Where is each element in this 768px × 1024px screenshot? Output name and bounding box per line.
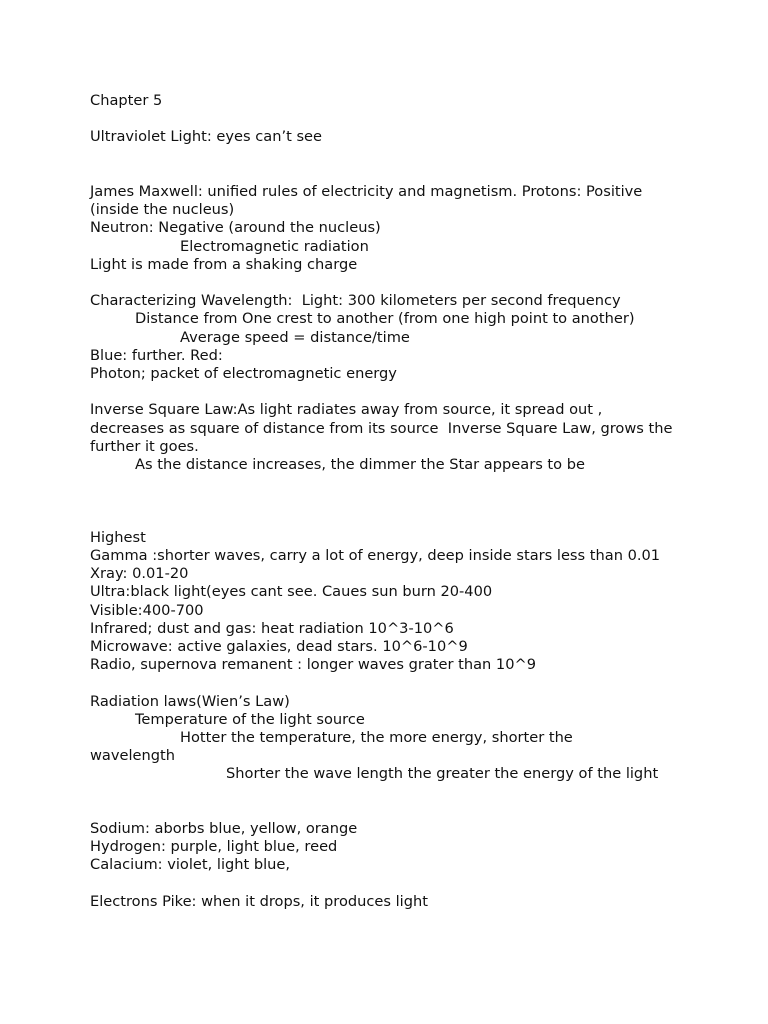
blank-line [90,802,680,820]
blank-line [90,784,680,802]
distance-crest-line: Distance from One crest to another (from one high point to another) [135,310,635,328]
document-body [90,92,680,911]
blank-line [90,383,680,401]
blank-line [90,165,680,183]
radio-line: Radio, supernova remanent : longer waves grater than 10^9 [90,656,537,674]
hydrogen-line: Hydrogen: purple, light blue, reed [90,838,338,856]
photon-line: Photon; packet of electromagnetic energy [90,364,397,382]
electrons-line: Electrons Pike: when it drops, it produces light [90,892,428,910]
blank-line [90,474,680,492]
shaking-charge-line: Light is made from a shaking charge [90,255,358,273]
ultraviolet-line: Ultraviolet Light: eyes can’t see [90,128,323,146]
calacium-line: Calacium: violet, light blue, [90,856,291,874]
ultra-line: Ultra:black light(eyes cant see. Caues sun burn 20-400 [90,583,493,601]
blank-line [90,492,680,510]
distance-dimmer-line: As the distance increases, the dimmer the Star appears to be [135,455,585,473]
hotter-line: Hotter the temperature, the more energy, shorter the [180,728,573,746]
infrared-line: Infrared; dust and gas: heat radiation 10^3-10^6 [90,619,454,637]
maxwell-line: James Maxwell: unified rules of electricity and magnetism. Protons: Positive (inside the nucleus) [90,182,647,219]
blank-line [90,875,680,893]
average-speed-line: Average speed = distance/time [180,328,410,346]
radiation-laws-line: Radiation laws(Wien’s Law) [90,692,290,710]
blank-line [90,674,680,692]
gamma-line: Gamma :shorter waves, carry a lot of energy, deep inside stars less than 0.01 [90,546,661,564]
sodium-line: Sodium: aborbs blue, yellow, orange [90,819,358,837]
wavelength-line: wavelength [90,747,176,765]
neutron-line: Neutron: Negative (around the nucleus) [90,219,381,237]
blank-line [90,110,680,128]
visible-line: Visible:400-700 [90,601,204,619]
blank-line [90,511,680,529]
characterizing-line: Characterizing Wavelength: Light: 300 kilometers per second frequency [90,292,621,310]
em-radiation-line: Electromagnetic radiation [180,237,369,255]
highest-line: Highest [90,528,146,546]
blank-line [90,147,680,165]
blank-line [90,274,680,292]
chapter-heading: Chapter 5 [90,92,163,109]
blue-red-line: Blue: further. Red: [90,346,223,364]
xray-line: Xray: 0.01-20 [90,565,189,583]
inverse-square-paragraph: Inverse Square Law:As light radiates away from source, it spread out , decreases as square of distance from its source Inverse Square Law, grows the further it goes. [90,401,678,455]
temperature-source-line: Temperature of the light source [135,710,365,728]
microwave-line: Microwave: active galaxies, dead stars. 10^6-10^9 [90,637,468,655]
shorter-greater-line: Shorter the wave length the greater the energy of the light [226,765,659,783]
